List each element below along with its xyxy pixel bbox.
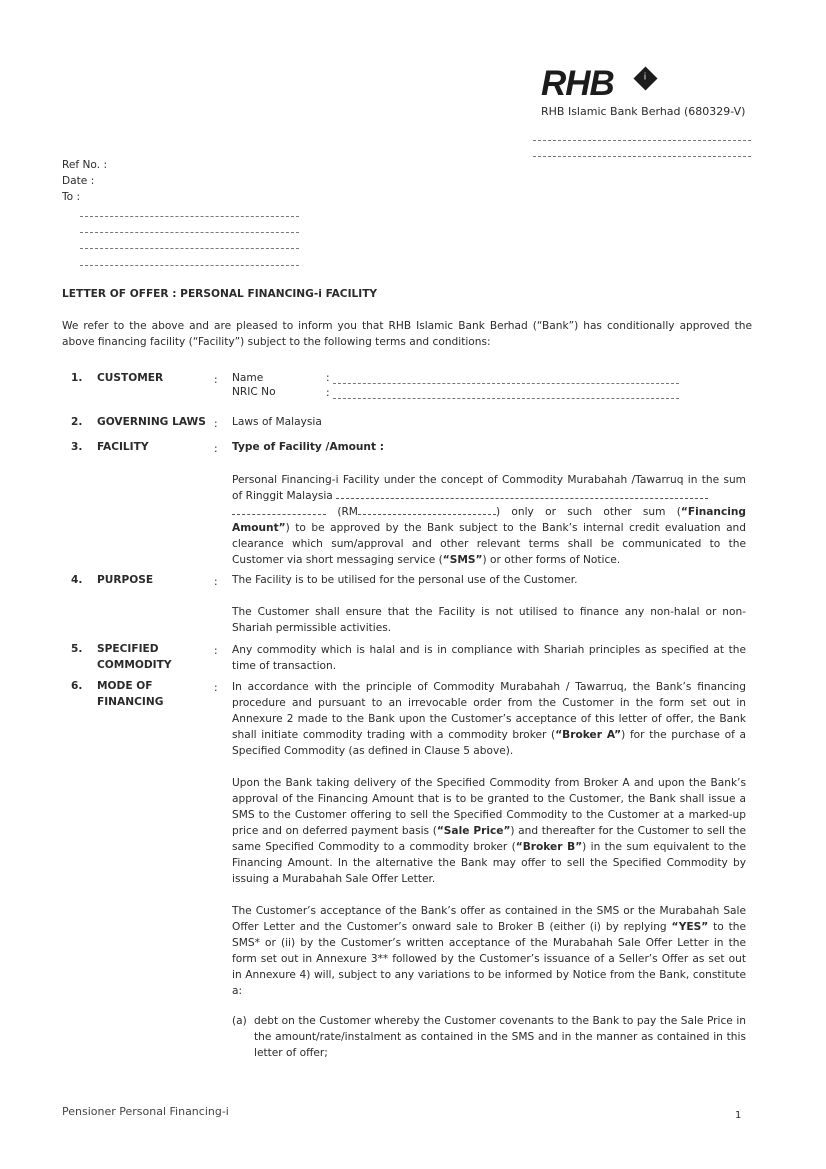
recipient-blank-4 [80, 265, 299, 266]
intro-paragraph: We refer to the above and are pleased to inform you that RHB Islamic Bank Berhad (“Bank”) has conditionally approved the above financing facility (“Facility”) subject to the following terms and conditions: [62, 320, 752, 348]
specified-commodity-text: Any commodity which is halal and is in compliance with Shariah principles as specified at the time of transaction. [232, 644, 746, 672]
recipient-blank-1 [80, 216, 299, 217]
section-2-label: GOVERNING LAWS [97, 416, 206, 428]
logo-text: RHB [541, 64, 614, 103]
section-6-number: 6. [71, 680, 83, 692]
section-1-colon: : [214, 374, 218, 386]
item-a-label: (a) [232, 1015, 247, 1027]
letter-header-fields [62, 157, 107, 205]
section-4-label: PURPOSE [97, 574, 154, 586]
item-a-text: debt on the Customer whereby the Customer covenants to the Bank to pay the Sale Price in the amount/rate/instalment as contained in the SMS and in the manner as contained in this letter of offer; [254, 1015, 746, 1059]
amount-rm-blank [358, 504, 496, 515]
date-label: Date : [62, 175, 95, 187]
recipient-blank-3 [80, 248, 299, 249]
to-label: To : [62, 191, 81, 203]
mode-paragraph-2: Upon the Bank taking delivery of the Specified Commodity from Broker A and upon the Bank’s approval of the Financing Amount that is to be granted to the Customer, the Bank shall issue a SMS to the Customer offering to sell the Specified Commodity to the Customer at a marked-up price and on deferred payment basis (“Sale Price”) and thereafter for the Customer to sell the same Specified Commodity to a commodity broker (“Broker B”) in the sum equivalent to the Financing Amount. In the alternative the Bank may offer to sell the Specified Commodity by issuing a Murabahah Sale Offer Letter. [232, 777, 746, 885]
amount-words-blank [336, 488, 708, 499]
governing-laws-text: Laws of Malaysia [232, 416, 322, 428]
purpose-paragraph-2: The Customer shall ensure that the Facility is not utilised to finance any non-halal or non-Shariah permissible activities. [232, 606, 746, 634]
name-field-blank [333, 383, 679, 384]
name-colon: : [326, 372, 330, 384]
page-number: 1 [735, 1110, 742, 1121]
mode-paragraph-3: The Customer’s acceptance of the Bank’s offer as contained in the SMS or the Murabahah Sale Offer Letter and the Customer’s onward sale to Broker B (either (i) by replying “YES” to the SMS* or (ii) by the Customer’s written acceptance of the Murabahah Sale Offer Letter in the form set out in Annexure 3** followed by the Customer’s issuance of a Seller’s Offer as set out in Annexure 4) will, subject to any variations to be informed by Notice from the Bank, constitute a: [232, 905, 746, 997]
nric-field-blank [333, 398, 679, 399]
address-blank-1 [533, 140, 751, 141]
bank-logo [541, 64, 647, 104]
bank-name: RHB Islamic Bank Berhad (680329-V) [541, 105, 746, 118]
mode-paragraph-1: In accordance with the principle of Commodity Murabahah / Tawarruq, the Bank’s financing procedure and pursuant to an irrevocable order from the Customer in the form set out in Annexure 2 made to the Bank upon the Customer’s acceptance of this letter of offer, the Bank shall initiate commodity trading with a commodity broker (“Broker A”) for the purchase of a Specified Commodity (as defined in Clause 5 above). [232, 681, 746, 757]
section-3-number: 3. [71, 441, 83, 453]
section-1-label: CUSTOMER [97, 372, 164, 384]
recipient-blank-2 [80, 232, 299, 233]
section-3-label: FACILITY [97, 441, 149, 453]
section-4-number: 4. [71, 574, 83, 586]
amount-words-blank-2 [232, 504, 326, 515]
nric-label: NRIC No [232, 386, 276, 398]
section-6-label-line-1: MODE OF [97, 680, 153, 692]
section-3-colon: : [214, 443, 218, 455]
nric-colon: : [326, 387, 330, 399]
section-6-colon: : [214, 682, 218, 694]
section-1-number: 1. [71, 372, 83, 384]
section-5-number: 5. [71, 643, 83, 655]
diamond-logo-icon: i [633, 66, 657, 90]
section-5-colon: : [214, 645, 218, 657]
section-5-label-line-1: SPECIFIED [97, 643, 159, 655]
section-4-colon: : [214, 576, 218, 588]
facility-subtitle: Type of Facility /Amount : [232, 441, 384, 453]
address-blank-2 [533, 156, 751, 157]
section-6-label-line-2: FINANCING [97, 696, 164, 708]
ref-label: Ref No. : [62, 159, 108, 171]
purpose-paragraph-1: The Facility is to be utilised for the personal use of the Customer. [232, 574, 578, 586]
letter-title: LETTER OF OFFER : PERSONAL FINANCING-i FACILITY [62, 288, 378, 300]
footer-text: Pensioner Personal Financing-i [62, 1105, 229, 1118]
section-5-label-line-2: COMMODITY [97, 659, 172, 671]
facility-paragraph: Personal Financing-i Facility under the concept of Commodity Murabahah /Tawarruq in the sum of Ringgit Malaysia (RM ) only or such other sum (“Financing Amount”) to be approved by the Bank subject to the Bank’s internal credit evaluation and clearance which sum/approval and other relevant terms shall be communicated to the Customer via short messaging service (“SMS”) or other forms of Notice. [232, 474, 746, 566]
name-label: Name [232, 372, 264, 384]
section-2-number: 2. [71, 416, 83, 428]
section-2-colon: : [214, 418, 218, 430]
